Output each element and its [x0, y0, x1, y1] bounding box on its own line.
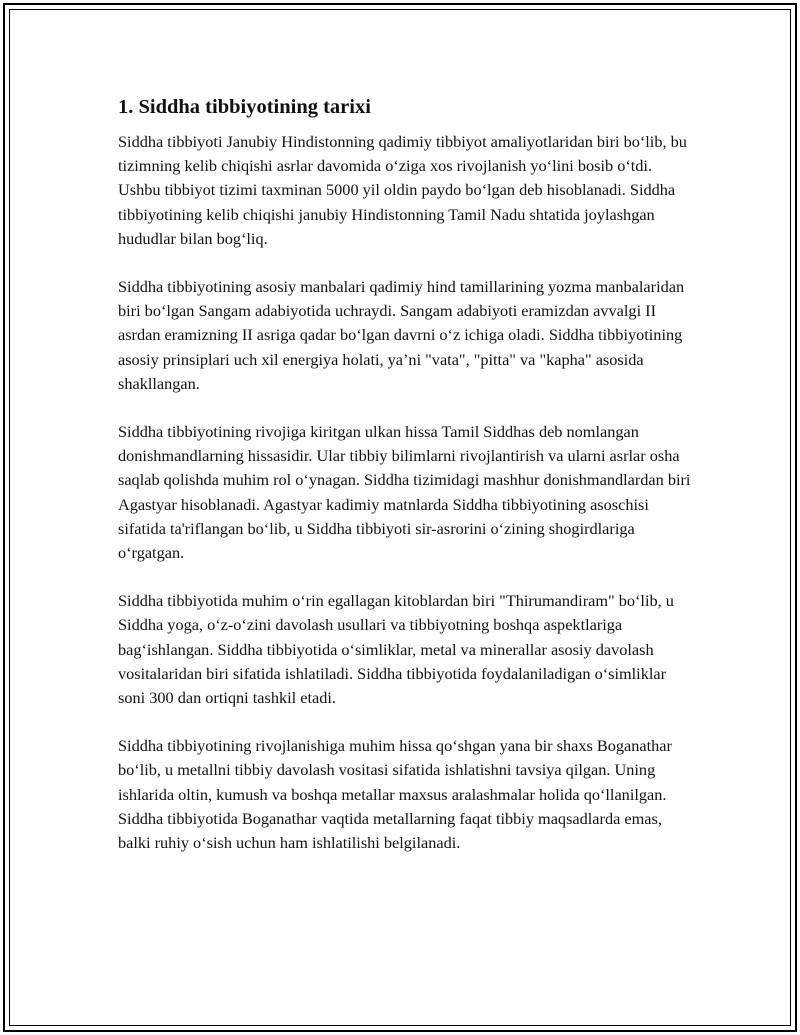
paragraph-3: Siddha tibbiyotining rivojiga kiritgan ulkan hissa Tamil Siddhas deb nomlangan donishmandlarning hissasidir. Ular tibbiy bilimlarni rivojlantirish va ularni asrlar osha saqlab qolishda muhim rol o‘ynagan. Siddha tizimidagi mashhur donishmandlardan biri Agastyar hisoblanadi. Agastyar kadimiy matnlarda Siddha tibbiyotining asoschisi sifatida ta'riflangan bo‘lib, u Siddha tibbiyoti sir-asrorini o‘zining shogirdlariga o‘rgatgan.	[118, 422, 691, 563]
paragraph-5: Siddha tibbiyotining rivojlanishiga muhim hissa qo‘shgan yana bir shaxs Boganathar bo‘lib, u metallni tibbiy davolash vositasi sifatida ishlatishni tavsiya qilgan. Uning ishlarida oltin, kumush va boshqa metallar maxsus aralashmalar holida qo‘llanilgan. Siddha tibbiyotida Boganathar vaqtida metallarning faqat tibbiy maqsadlarda emas, balki ruhiy o‘sish uchun ham ishlatilishi belgilanadi.	[118, 736, 672, 853]
document-body	[118, 94, 693, 879]
paragraph-2: Siddha tibbiyotining asosiy manbalari qadimiy hind tamillarining yozma manbalaridan biri bo‘lgan Sangam adabiyotida uchraydi. Sangam adabiyoti eramizdan avvalgi II asrdan eramizning II asriga qadar bo‘lgan davrni o‘z ichiga oladi. Siddha tibbiyotining asosiy prinsiplari uch xil energiya holati, ya’ni "vata", "pitta" va "kapha" asosida shakllangan.	[118, 277, 685, 393]
paragraph-1: Siddha tibbiyoti Janubiy Hindistonning qadimiy tibbiyot amaliyotlaridan biri bo‘lib, bu tizimning kelib chiqishi asrlar davomida o‘ziga xos rivojlanish yo‘lini bosib o‘tdi. Ushbu tibbiyot tizimi taxminan 5000 yil oldin paydo bo‘lgan deb hisoblanadi. Siddha tibbiyotining kelib chiqishi janubiy Hindistonning Tamil Nadu shtatida joylashgan hududlar bilan bog‘liq.	[118, 132, 687, 248]
paragraph-4: Siddha tibbiyotida muhim o‘rin egallagan kitoblardan biri "Thirumandiram" bo‘lib, u Siddha yoga, o‘z-o‘zini davolash usullari va tibbiyotning boshqa aspektlariga bag‘ishlangan. Siddha tibbiyotida o‘simliklar, metal va minerallar asosiy davolash vositalaridan biri sifatida ishlatiladi. Siddha tibbiyotida foydalaniladigan o‘simliklar soni 300 dan ortiqni tashkil etadi.	[118, 591, 674, 708]
section-heading: 1. Siddha tibbiyotining tarixi	[118, 96, 371, 118]
